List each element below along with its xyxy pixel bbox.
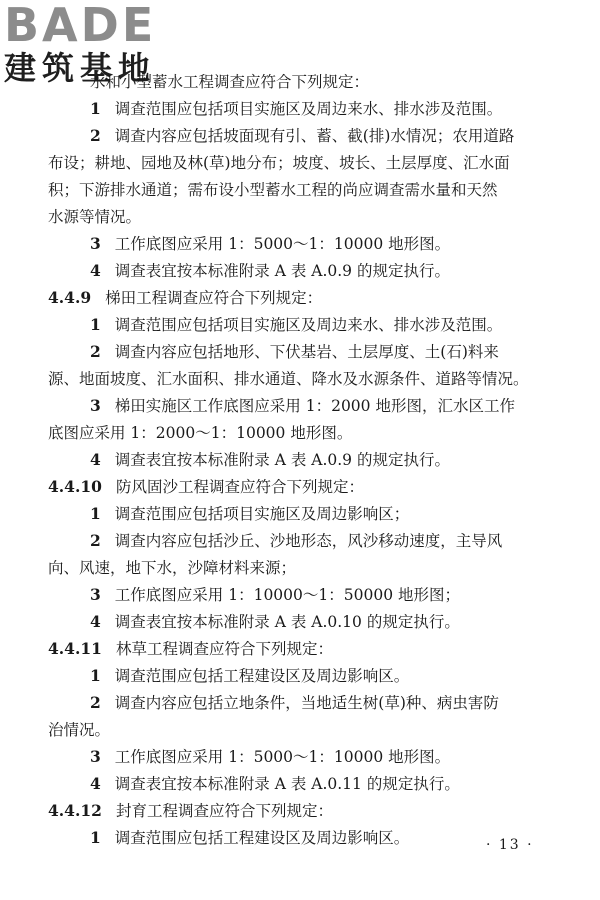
line-text: 调查范围应包括项目实施区及周边影响区；: [114, 505, 410, 523]
clause-number: 3: [90, 747, 101, 766]
section-heading: [0, 801, 600, 821]
line-text: 调查表宜按本标准附录 A 表 A.0.11 的规定执行。: [114, 775, 460, 793]
line-text: 向、风速，地下水，沙障材料来源；: [48, 559, 297, 577]
clause-number: 1: [90, 315, 101, 334]
numbered-clause: [0, 450, 600, 470]
section-heading: [0, 288, 600, 308]
line-text: 调查表宜按本标准附录 A 表 A.0.9 的规定执行。: [114, 451, 450, 469]
clause-number: 3: [90, 396, 101, 415]
numbered-clause: [0, 666, 600, 686]
numbered-clause: [0, 747, 600, 767]
text-line: [0, 720, 600, 740]
line-text: 积；下游排水通道；需布设小型蓄水工程的尚应调查需水量和天然: [48, 181, 498, 199]
section-number: 4.4.9: [48, 288, 92, 307]
clause-number: 4: [90, 261, 101, 280]
clause-number: 3: [90, 585, 101, 604]
line-text: 调查表宜按本标准附录 A 表 A.0.9 的规定执行。: [114, 262, 450, 280]
clause-number: 4: [90, 612, 101, 631]
line-text: 调查范围应包括工程建设区及周边影响区。: [114, 667, 410, 685]
clause-number: 1: [90, 504, 101, 523]
line-text: 调查内容应包括坡面现有引、蓄、截(排)水情况；农用道路: [114, 127, 515, 145]
line-text: 治情况。: [48, 721, 111, 739]
line-text: 水和小型蓄水工程调查应符合下列规定：: [90, 73, 370, 91]
line-text: 布设；耕地、园地及林(草)地分布；坡度、坡长、土层厚度、汇水面: [48, 154, 510, 172]
text-line: [0, 558, 600, 578]
clause-number: 2: [90, 531, 101, 550]
line-text: 梯田实施区工作底图应采用 1：2000 地形图，汇水区工作: [114, 397, 515, 415]
text-line: [0, 180, 600, 200]
line-text: 水源等情况。: [48, 208, 142, 226]
clause-number: 2: [90, 126, 101, 145]
line-text: 林草工程调查应符合下列规定：: [115, 640, 333, 658]
numbered-clause: [0, 315, 600, 335]
numbered-clause: [0, 396, 600, 416]
line-text: 工作底图应采用 1：5000～1：10000 地形图。: [114, 748, 451, 766]
clause-number: 2: [90, 693, 101, 712]
text-line: [0, 72, 600, 92]
numbered-clause: [0, 693, 600, 713]
clause-number: 1: [90, 666, 101, 685]
clause-number: 1: [90, 99, 101, 118]
text-line: [0, 369, 600, 389]
line-text: 封育工程调查应符合下列规定：: [115, 802, 333, 820]
line-text: 工作底图应采用 1：10000～1：50000 地形图；: [114, 586, 460, 604]
numbered-clause: [0, 261, 600, 281]
line-text: 调查范围应包括项目实施区及周边来水、排水涉及范围。: [114, 316, 503, 334]
line-text: 梯田工程调查应符合下列规定：: [105, 289, 323, 307]
numbered-clause: [0, 234, 600, 254]
section-heading: [0, 477, 600, 497]
clause-number: 3: [90, 234, 101, 253]
line-text: 工作底图应采用 1：5000～1：10000 地形图。: [114, 235, 451, 253]
numbered-clause: [0, 342, 600, 362]
numbered-clause: [0, 612, 600, 632]
numbered-clause: [0, 126, 600, 146]
clause-number: 1: [90, 828, 101, 847]
numbered-clause: [0, 504, 600, 524]
line-text: 底图应采用 1：2000～1：10000 地形图。: [48, 424, 353, 442]
line-text: 调查范围应包括工程建设区及周边影响区。: [114, 829, 410, 847]
text-line: [0, 207, 600, 227]
numbered-clause: [0, 99, 600, 119]
line-text: 调查表宜按本标准附录 A 表 A.0.10 的规定执行。: [114, 613, 460, 631]
page-number: · 13 ·: [486, 837, 534, 853]
text-line: [0, 153, 600, 173]
logo-text-bottom: 建筑基地: [4, 49, 157, 87]
clause-number: 4: [90, 774, 101, 793]
section-number: 4.4.11: [48, 639, 102, 658]
logo-text-top: BADE: [4, 0, 157, 52]
clause-number: 4: [90, 450, 101, 469]
line-text: 防风固沙工程调查应符合下列规定：: [115, 478, 364, 496]
line-text: 调查范围应包括项目实施区及周边来水、排水涉及范围。: [114, 100, 503, 118]
section-number: 4.4.12: [48, 801, 102, 820]
numbered-clause: [0, 774, 600, 794]
section-number: 4.4.10: [48, 477, 102, 496]
line-text: 调查内容应包括地形、下伏基岩、土层厚度、土(石)料来: [114, 343, 499, 361]
section-heading: [0, 639, 600, 659]
line-text: 调查内容应包括立地条件，当地适生树(草)种、病虫害防: [114, 694, 499, 712]
line-text: 源、地面坡度、汇水面积、排水通道、降水及水源条件、道路等情况。: [48, 370, 529, 388]
text-line: [0, 423, 600, 443]
numbered-clause: [0, 531, 600, 551]
numbered-clause: [0, 585, 600, 605]
clause-number: 2: [90, 342, 101, 361]
line-text: 调查内容应包括沙丘、沙地形态，风沙移动速度，主导风: [114, 532, 503, 550]
